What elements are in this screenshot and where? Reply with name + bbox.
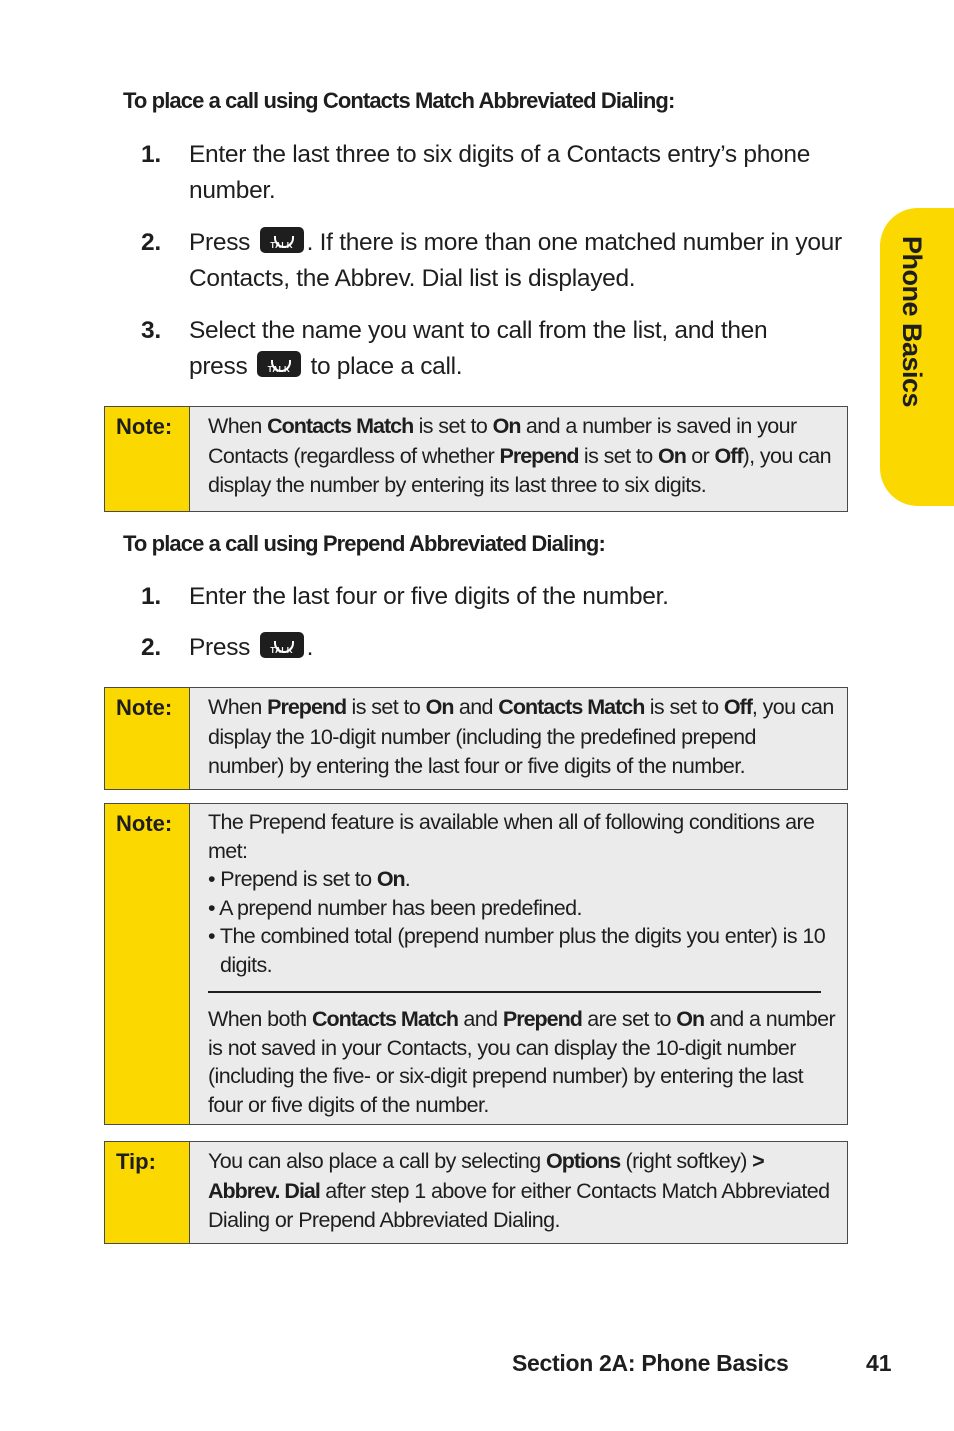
step-number: 3. [141,317,161,344]
section2-heading: To place a call using Prepend Abbreviated Dialing: [123,531,605,556]
step-text: Select the name you want to call from the list, and then [189,317,768,344]
side-tab-label: Phone Basics [897,236,927,408]
footer-section: Section 2A: Phone Basics [512,1350,789,1376]
step-number: 2. [141,634,161,661]
note-bullet: • A prepend number has been predefined. [208,895,582,920]
note-text: When Prepend is set to On and Contacts Match is set to Off, you can display the 10-digit number (including the predefined prepend number) by entering the last four or five digits of the number. [208,695,834,778]
step-text-post: . If there is more than one matched number in your Contacts, the Abbrev. Dial list is displayed. [189,229,842,292]
note-label: Note: [116,811,173,836]
section2-step-2 [141,630,856,666]
tip-text: You can also place a call by selecting Options (right softkey) > Abbrev. Dial after step 1 above for either Contacts Match Abbreviated Dialing or Prepend Abbreviated Dialing. [208,1149,830,1232]
note-bullet: • Prepend is set to On. [208,867,411,891]
step-number: 2. [141,229,161,256]
step-text-post: to place a call. [310,353,463,380]
note-intro: The Prepend feature is available when all of following conditions are met: [208,810,815,863]
talk-key-icon: TALK [260,227,304,253]
section1-step-2 [141,225,856,297]
section1-heading: To place a call using Contacts Match Abbreviated Dialing: [123,88,675,113]
talk-key-icon: TALK [260,632,304,658]
step-number: 1. [141,583,161,610]
step-text-post: . [306,634,314,661]
step-number: 1. [141,141,161,168]
note-box-3 [104,803,848,1125]
step-text-pre: Press [189,634,251,661]
page-number: 41 [866,1350,892,1376]
note-label: Note: [116,695,173,720]
section1-step-3 [141,313,856,385]
note-text [208,804,837,1119]
note-label: Note: [116,414,173,439]
section1-step-1 [141,137,856,209]
note-box-1 [104,406,848,512]
step-text: Enter the last three to six digits of a Contacts entry’s phone number. [189,141,811,204]
tip-box [104,1141,848,1244]
step-text-pre: Press [189,229,251,256]
talk-key-icon: TALK [257,351,301,377]
note-box-2 [104,687,848,790]
note-paragraph: When both Contacts Match and Prepend are set to On and a number is not saved in your Contacts, you can display the 10-digit number (including the five- or six-digit prepend number) by entering the last four or five digits of the number. [208,1007,836,1117]
step-text-pre: press [189,353,248,380]
step-text: Enter the last four or five digits of the number. [189,583,669,610]
divider [208,991,821,993]
note-bullet: • The combined total (prepend number plus the digits you enter) is 10 digits. [208,924,826,977]
tip-label: Tip: [116,1149,156,1174]
side-tab [880,208,954,506]
section2-step-1 [141,579,856,615]
note-text: When Contacts Match is set to On and a number is saved in your Contacts (regardless of whether Prepend is set to On or Off), you can display the number by entering its last three to six digits. [208,414,831,497]
